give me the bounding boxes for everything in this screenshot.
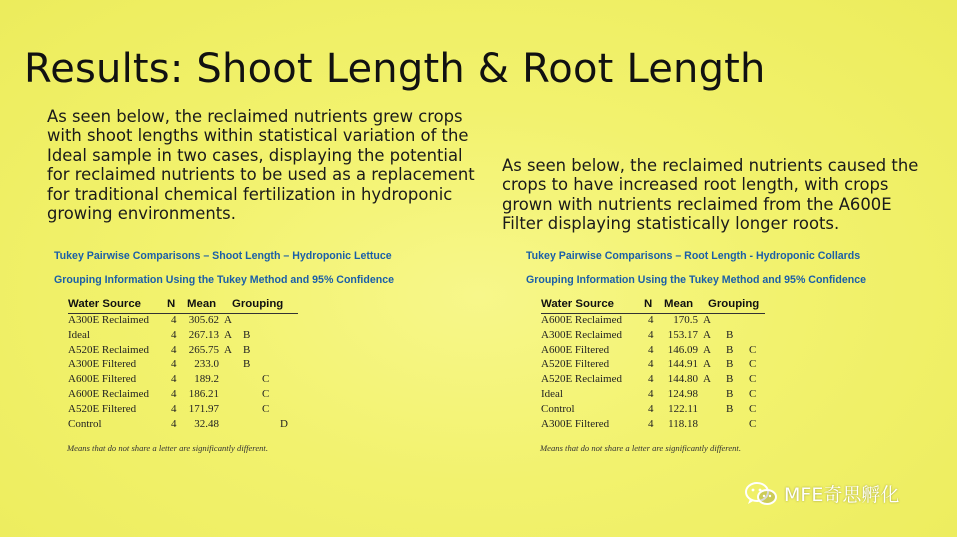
cell-mean: 233.0 — [194, 358, 219, 371]
table-row — [68, 314, 298, 329]
cell-mean: 265.75 — [188, 343, 219, 356]
cell-grouping-letter: C — [749, 402, 757, 415]
shoot-table-title: Tukey Pairwise Comparisons – Shoot Length – Hydroponic Lettuce — [54, 250, 392, 262]
cell-grouping-letter: C — [262, 402, 270, 415]
cell-n: 4 — [171, 343, 177, 356]
cell-grouping-letter: A — [224, 328, 232, 341]
root-table-note: Means that do not share a letter are significantly different. — [540, 443, 741, 453]
cell-grouping-letter: B — [243, 343, 251, 356]
cell-grouping-letter: C — [749, 373, 757, 386]
root-length-paragraph: As seen below, the reclaimed nutrients caused the crops to have increased root length, with crops grown with nutrients reclaimed from the A600E Filter displaying statistically longer roots. — [502, 156, 919, 234]
cell-n: 4 — [171, 373, 177, 386]
cell-water-source: Ideal — [68, 328, 90, 341]
table-row — [68, 358, 298, 373]
cell-grouping-letter: A — [703, 314, 711, 326]
shoot-table — [68, 297, 298, 432]
cell-n: 4 — [648, 314, 654, 326]
cell-water-source: A600E Reclaimed — [68, 387, 149, 400]
table-row — [541, 344, 765, 359]
table-row — [68, 418, 298, 433]
cell-water-source: A600E Filtered — [68, 373, 137, 386]
cell-n: 4 — [648, 387, 654, 400]
cell-grouping-letter: C — [749, 358, 757, 371]
cell-n: 4 — [171, 314, 177, 326]
cell-water-source: A520E Filtered — [541, 358, 610, 371]
table-row — [68, 329, 298, 344]
table-row — [68, 373, 298, 388]
cell-grouping-letter: B — [726, 343, 734, 356]
shoot-table-note: Means that do not share a letter are significantly different. — [67, 443, 268, 453]
cell-water-source: A300E Reclaimed — [541, 328, 622, 341]
cell-grouping-letter: B — [726, 387, 734, 400]
slide-title: Results: Shoot Length & Root Length — [24, 46, 766, 92]
watermark-text: MFE奇思孵化 — [784, 484, 900, 506]
header-n: N — [167, 298, 176, 310]
table-row — [68, 388, 298, 403]
cell-water-source: Control — [68, 417, 102, 430]
cell-grouping-letter: B — [726, 373, 734, 386]
root-table-title: Tukey Pairwise Comparisons – Root Length - Hydroponic Collards — [526, 250, 861, 262]
table-row — [541, 314, 765, 329]
cell-grouping-letter: A — [703, 343, 711, 356]
cell-n: 4 — [648, 343, 654, 356]
cell-n: 4 — [648, 417, 654, 430]
cell-mean: 122.11 — [668, 402, 698, 415]
cell-grouping-letter: A — [703, 373, 711, 386]
cell-grouping-letter: A — [703, 358, 711, 371]
table-row — [541, 403, 765, 418]
cell-n: 4 — [648, 402, 654, 415]
header-mean: Mean — [187, 298, 217, 310]
cell-mean: 32.48 — [194, 417, 219, 430]
cell-n: 4 — [648, 358, 654, 371]
cell-grouping-letter: C — [749, 417, 757, 430]
cell-water-source: A600E Reclaimed — [541, 314, 622, 326]
cell-mean: 144.80 — [667, 373, 698, 386]
root-table-header — [541, 297, 765, 314]
cell-grouping-letter: C — [262, 373, 270, 386]
shoot-table-subtitle: Grouping Information Using the Tukey Method and 95% Confidence — [54, 274, 394, 286]
cell-mean: 153.17 — [667, 328, 698, 341]
table-row — [541, 358, 765, 373]
table-row — [68, 403, 298, 418]
table-row — [541, 388, 765, 403]
table-row — [541, 418, 765, 433]
cell-grouping-letter: B — [243, 358, 251, 371]
cell-grouping-letter: D — [280, 417, 288, 430]
cell-water-source: A520E Reclaimed — [68, 343, 149, 356]
root-table — [541, 297, 765, 432]
cell-n: 4 — [171, 417, 177, 430]
cell-water-source: A600E Filtered — [541, 343, 610, 356]
table-row — [541, 329, 765, 344]
cell-mean: 305.62 — [188, 314, 219, 326]
cell-mean: 146.09 — [667, 343, 698, 356]
cell-mean: 189.2 — [194, 373, 219, 386]
cell-mean: 171.97 — [188, 402, 219, 415]
cell-grouping-letter: B — [726, 328, 734, 341]
cell-n: 4 — [171, 387, 177, 400]
cell-grouping-letter: C — [749, 387, 757, 400]
cell-grouping-letter: C — [749, 343, 757, 356]
watermark — [744, 480, 899, 507]
cell-mean: 186.21 — [188, 387, 219, 400]
cell-mean: 124.98 — [667, 387, 698, 400]
root-table-subtitle: Grouping Information Using the Tukey Method and 95% Confidence — [526, 274, 866, 286]
cell-water-source: Control — [541, 402, 575, 415]
shoot-length-paragraph: As seen below, the reclaimed nutrients grew crops with shoot lengths within statistical variation of the Ideal sample in two cases, displaying the potential for reclaimed nutrients to be used as a replacement for traditional chemical fertilization in hydroponic growing environments. — [47, 107, 475, 224]
cell-grouping-letter: A — [224, 314, 232, 326]
cell-grouping-letter: B — [243, 328, 251, 341]
cell-n: 4 — [171, 328, 177, 341]
cell-water-source: A300E Filtered — [541, 417, 610, 430]
cell-grouping-letter: B — [726, 402, 734, 415]
cell-n: 4 — [171, 402, 177, 415]
header-water-source: Water Source — [541, 298, 615, 310]
shoot-table-header — [68, 297, 298, 314]
cell-n: 4 — [648, 328, 654, 341]
cell-grouping-letter: A — [703, 328, 711, 341]
cell-grouping-letter: A — [224, 343, 232, 356]
table-row — [541, 373, 765, 388]
header-mean: Mean — [664, 298, 694, 310]
header-grouping: Grouping — [232, 298, 284, 310]
wechat-icon — [744, 481, 778, 507]
cell-mean: 267.13 — [188, 328, 219, 341]
cell-water-source: Ideal — [541, 387, 563, 400]
cell-mean: 118.18 — [668, 417, 698, 430]
cell-n: 4 — [648, 373, 654, 386]
cell-grouping-letter: C — [262, 387, 270, 400]
cell-grouping-letter: B — [726, 358, 734, 371]
header-n: N — [644, 298, 653, 310]
cell-water-source: A300E Filtered — [68, 358, 137, 371]
cell-mean: 170.5 — [673, 314, 698, 326]
table-row — [68, 344, 298, 359]
cell-mean: 144.91 — [667, 358, 698, 371]
header-water-source: Water Source — [68, 298, 142, 310]
cell-water-source: A300E Reclaimed — [68, 314, 149, 326]
cell-n: 4 — [171, 358, 177, 371]
header-grouping: Grouping — [708, 298, 760, 310]
cell-water-source: A520E Filtered — [68, 402, 137, 415]
cell-water-source: A520E Reclaimed — [541, 373, 622, 386]
